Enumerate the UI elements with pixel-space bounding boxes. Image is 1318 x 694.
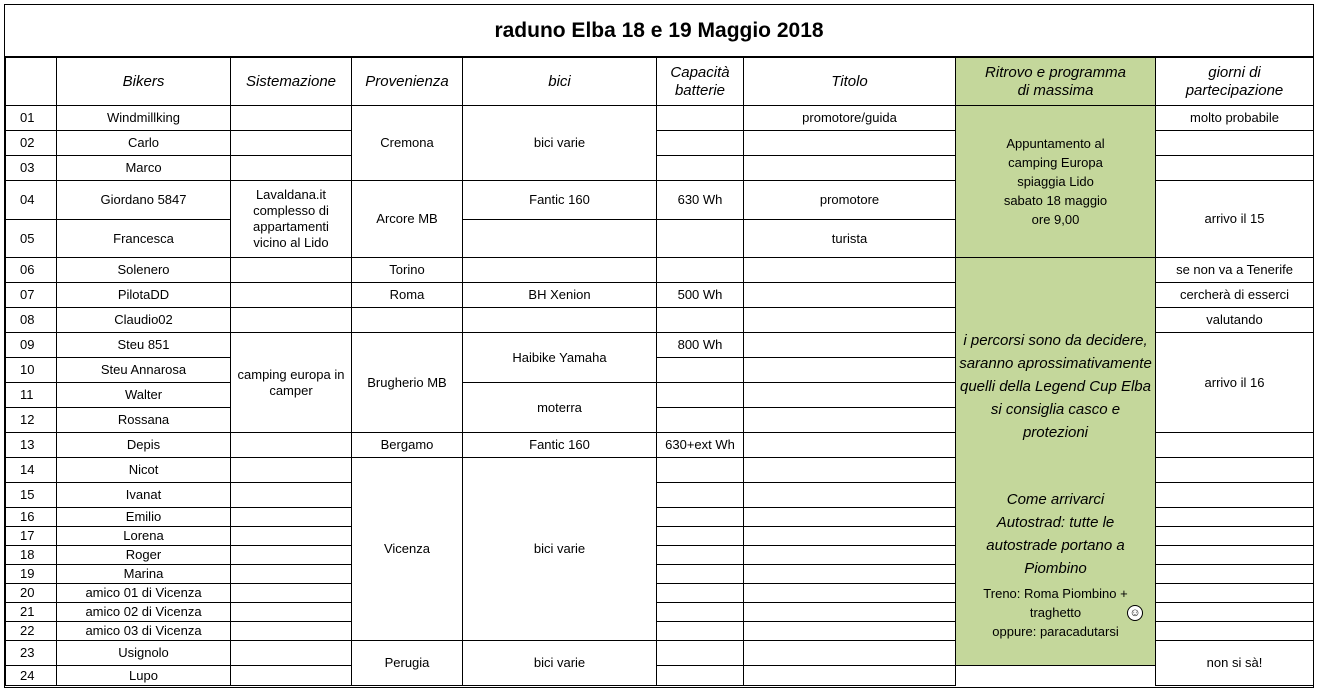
sistemazione-cell: [231, 527, 352, 546]
provenienza-torino: Torino: [352, 258, 463, 283]
biker-name: Lupo: [57, 666, 231, 686]
capacita-cell: [657, 546, 744, 565]
titolo-cell: promotore: [744, 181, 956, 220]
biker-name: Lorena: [57, 527, 231, 546]
sistemazione-cell: [231, 641, 352, 666]
sistemazione-camping: camping europa in camper: [231, 333, 352, 433]
giorni-cell: [1156, 584, 1314, 603]
sistemazione-lavaldana: Lavaldana.it complesso di appartamenti vicino al Lido: [231, 181, 352, 258]
titolo-cell: [744, 666, 956, 686]
row-number: 11: [6, 383, 57, 408]
header-ritrovo: Ritrovo e programma di massima: [956, 58, 1156, 106]
bici-fantic: Fantic 160: [463, 433, 657, 458]
titolo-cell: [744, 483, 956, 508]
provenienza-arcore: Arcore MB: [352, 181, 463, 258]
sistemazione-cell: [231, 283, 352, 308]
capacita-cell: [657, 622, 744, 641]
row-number: 03: [6, 156, 57, 181]
titolo-cell: [744, 358, 956, 383]
biker-name: Solenero: [57, 258, 231, 283]
biker-name: Marco: [57, 156, 231, 181]
biker-name: Ivanat: [57, 483, 231, 508]
biker-name: Depis: [57, 433, 231, 458]
titolo-cell: [744, 433, 956, 458]
spreadsheet: [4, 4, 1314, 688]
giorni-cell: arrivo il 15: [1156, 181, 1314, 258]
biker-name: PilotaDD: [57, 283, 231, 308]
ritrovo-programma: [956, 258, 1156, 666]
bici-moterra: moterra: [463, 383, 657, 433]
capacita-cell: [657, 584, 744, 603]
header-giorni: giorni di partecipazione: [1156, 58, 1314, 106]
provenienza-perugia: Perugia: [352, 641, 463, 686]
row-number: 22: [6, 622, 57, 641]
titolo-cell: [744, 308, 956, 333]
row-number: 10: [6, 358, 57, 383]
sistemazione-cell: [231, 156, 352, 181]
row-number: 21: [6, 603, 57, 622]
provenienza-cremona: Cremona: [352, 106, 463, 181]
sistemazione-cell: [231, 565, 352, 584]
giorni-cell: [1156, 546, 1314, 565]
sistemazione-cell: [231, 106, 352, 131]
capacita-cell: [657, 666, 744, 686]
giorni-cell: [1156, 433, 1314, 458]
row-number: 02: [6, 131, 57, 156]
biker-name: Walter: [57, 383, 231, 408]
giorni-cell: [1156, 622, 1314, 641]
capacita-cell: [657, 383, 744, 408]
row-number: 19: [6, 565, 57, 584]
bikers-table: [5, 57, 1314, 686]
giorni-cell: [1156, 603, 1314, 622]
capacita-cell: [657, 408, 744, 433]
biker-name: Windmillking: [57, 106, 231, 131]
biker-name: Francesca: [57, 220, 231, 258]
bici-varie: bici varie: [463, 106, 657, 181]
giorni-cell: [1156, 458, 1314, 483]
giorni-cell: non si sà!: [1156, 641, 1314, 686]
row-number: 12: [6, 408, 57, 433]
arrivarci-note: Come arrivarci Autostrad: tutte le autostrade portano a Piombino: [986, 490, 1125, 577]
capacita-cell: [657, 483, 744, 508]
titolo-cell: [744, 383, 956, 408]
capacita-cell: [657, 308, 744, 333]
bici-fantic: Fantic 160: [463, 181, 657, 220]
header-bici: bici: [463, 58, 657, 106]
bici-varie: bici varie: [463, 641, 657, 686]
titolo-cell: [744, 622, 956, 641]
biker-name: Emilio: [57, 508, 231, 527]
row-number: 09: [6, 333, 57, 358]
table-row: [6, 258, 1314, 283]
titolo-cell: [744, 584, 956, 603]
biker-name: Steu Annarosa: [57, 358, 231, 383]
sistemazione-cell: [231, 603, 352, 622]
capacita-cell: [657, 641, 744, 666]
bici-cell: [463, 258, 657, 283]
biker-name: Marina: [57, 565, 231, 584]
titolo-cell: [744, 641, 956, 666]
bici-haibike: Haibike Yamaha: [463, 333, 657, 383]
capacita-cell: [657, 131, 744, 156]
sistemazione-cell: [231, 584, 352, 603]
header-bikers: Bikers: [57, 58, 231, 106]
sistemazione-cell: [231, 258, 352, 283]
giorni-cell: se non va a Tenerife: [1156, 258, 1314, 283]
titolo-cell: [744, 408, 956, 433]
bici-bh: BH Xenion: [463, 283, 657, 308]
row-number: 04: [6, 181, 57, 220]
giorni-cell: [1156, 483, 1314, 508]
header-sistemazione: Sistemazione: [231, 58, 352, 106]
row-number: 13: [6, 433, 57, 458]
sistemazione-cell: [231, 308, 352, 333]
biker-name: Usignolo: [57, 641, 231, 666]
sistemazione-cell: [231, 546, 352, 565]
titolo-cell: [744, 333, 956, 358]
row-number: 23: [6, 641, 57, 666]
row-number: 18: [6, 546, 57, 565]
capacita-cell: 500 Wh: [657, 283, 744, 308]
capacita-cell: [657, 156, 744, 181]
capacita-cell: 630+ext Wh: [657, 433, 744, 458]
sistemazione-cell: [231, 433, 352, 458]
table-row: [6, 106, 1314, 131]
giorni-cell: molto probabile: [1156, 106, 1314, 131]
biker-name: Roger: [57, 546, 231, 565]
titolo-cell: [744, 156, 956, 181]
biker-name: Rossana: [57, 408, 231, 433]
capacita-cell: [657, 458, 744, 483]
titolo-cell: turista: [744, 220, 956, 258]
row-number: 16: [6, 508, 57, 527]
provenienza-cell: [352, 308, 463, 333]
sistemazione-cell: [231, 622, 352, 641]
biker-name: Giordano 5847: [57, 181, 231, 220]
row-number: 05: [6, 220, 57, 258]
biker-name: Steu 851: [57, 333, 231, 358]
titolo-cell: [744, 546, 956, 565]
capacita-cell: 630 Wh: [657, 181, 744, 220]
row-number: 14: [6, 458, 57, 483]
sistemazione-cell: [231, 483, 352, 508]
capacita-cell: [657, 603, 744, 622]
sistemazione-cell: [231, 666, 352, 686]
header-num: [6, 58, 57, 106]
header-row: [6, 58, 1314, 106]
header-titolo: Titolo: [744, 58, 956, 106]
provenienza-bergamo: Bergamo: [352, 433, 463, 458]
titolo-cell: [744, 258, 956, 283]
sistemazione-cell: [231, 508, 352, 527]
capacita-cell: 800 Wh: [657, 333, 744, 358]
percorsi-note: i percorsi sono da decidere, saranno aprossimativamente quelli della Legend Cup Elba si consiglia casco e protezioni: [959, 331, 1152, 441]
biker-name: Claudio02: [57, 308, 231, 333]
smiley-icon: ☺: [1127, 605, 1143, 621]
giorni-cell: arrivo il 16: [1156, 333, 1314, 433]
sistemazione-cell: [231, 458, 352, 483]
giorni-cell: [1156, 527, 1314, 546]
titolo-cell: [744, 283, 956, 308]
provenienza-brugherio: Brugherio MB: [352, 333, 463, 433]
sheet-title: raduno Elba 18 e 19 Maggio 2018: [5, 5, 1313, 57]
capacita-cell: [657, 258, 744, 283]
row-number: 08: [6, 308, 57, 333]
titolo-cell: [744, 527, 956, 546]
giorni-cell: cercherà di esserci: [1156, 283, 1314, 308]
titolo-cell: [744, 458, 956, 483]
bici-cell: [463, 220, 657, 258]
titolo-cell: [744, 508, 956, 527]
row-number: 17: [6, 527, 57, 546]
titolo-cell: [744, 603, 956, 622]
titolo-cell: [744, 565, 956, 584]
giorni-cell: [1156, 156, 1314, 181]
biker-name: amico 03 di Vicenza: [57, 622, 231, 641]
titolo-cell: [744, 131, 956, 156]
biker-name: Nicot: [57, 458, 231, 483]
capacita-cell: [657, 508, 744, 527]
row-number: 06: [6, 258, 57, 283]
capacita-cell: [657, 358, 744, 383]
biker-name: amico 01 di Vicenza: [57, 584, 231, 603]
giorni-cell: [1156, 131, 1314, 156]
ritrovo-appuntamento: Appuntamento al camping Europa spiaggia Lido sabato 18 maggio ore 9,00: [956, 106, 1156, 258]
titolo-cell: promotore/guida: [744, 106, 956, 131]
capacita-cell: [657, 106, 744, 131]
capacita-cell: [657, 220, 744, 258]
table-row: [6, 666, 1314, 686]
biker-name: Carlo: [57, 131, 231, 156]
row-number: 24: [6, 666, 57, 686]
biker-name: amico 02 di Vicenza: [57, 603, 231, 622]
giorni-cell: valutando: [1156, 308, 1314, 333]
row-number: 07: [6, 283, 57, 308]
row-number: 20: [6, 584, 57, 603]
row-number: 15: [6, 483, 57, 508]
capacita-cell: [657, 565, 744, 584]
header-provenienza: Provenienza: [352, 58, 463, 106]
sistemazione-cell: [231, 131, 352, 156]
row-number: 01: [6, 106, 57, 131]
bici-cell: [463, 308, 657, 333]
bici-varie: bici varie: [463, 458, 657, 641]
capacita-cell: [657, 527, 744, 546]
treno-note: Treno: Roma Piombino + traghetto oppure: paracadutarsi: [983, 585, 1128, 639]
giorni-cell: [1156, 508, 1314, 527]
header-capacita: Capacità batterie: [657, 58, 744, 106]
giorni-cell: [1156, 565, 1314, 584]
provenienza-roma: Roma: [352, 283, 463, 308]
provenienza-vicenza: Vicenza: [352, 458, 463, 641]
